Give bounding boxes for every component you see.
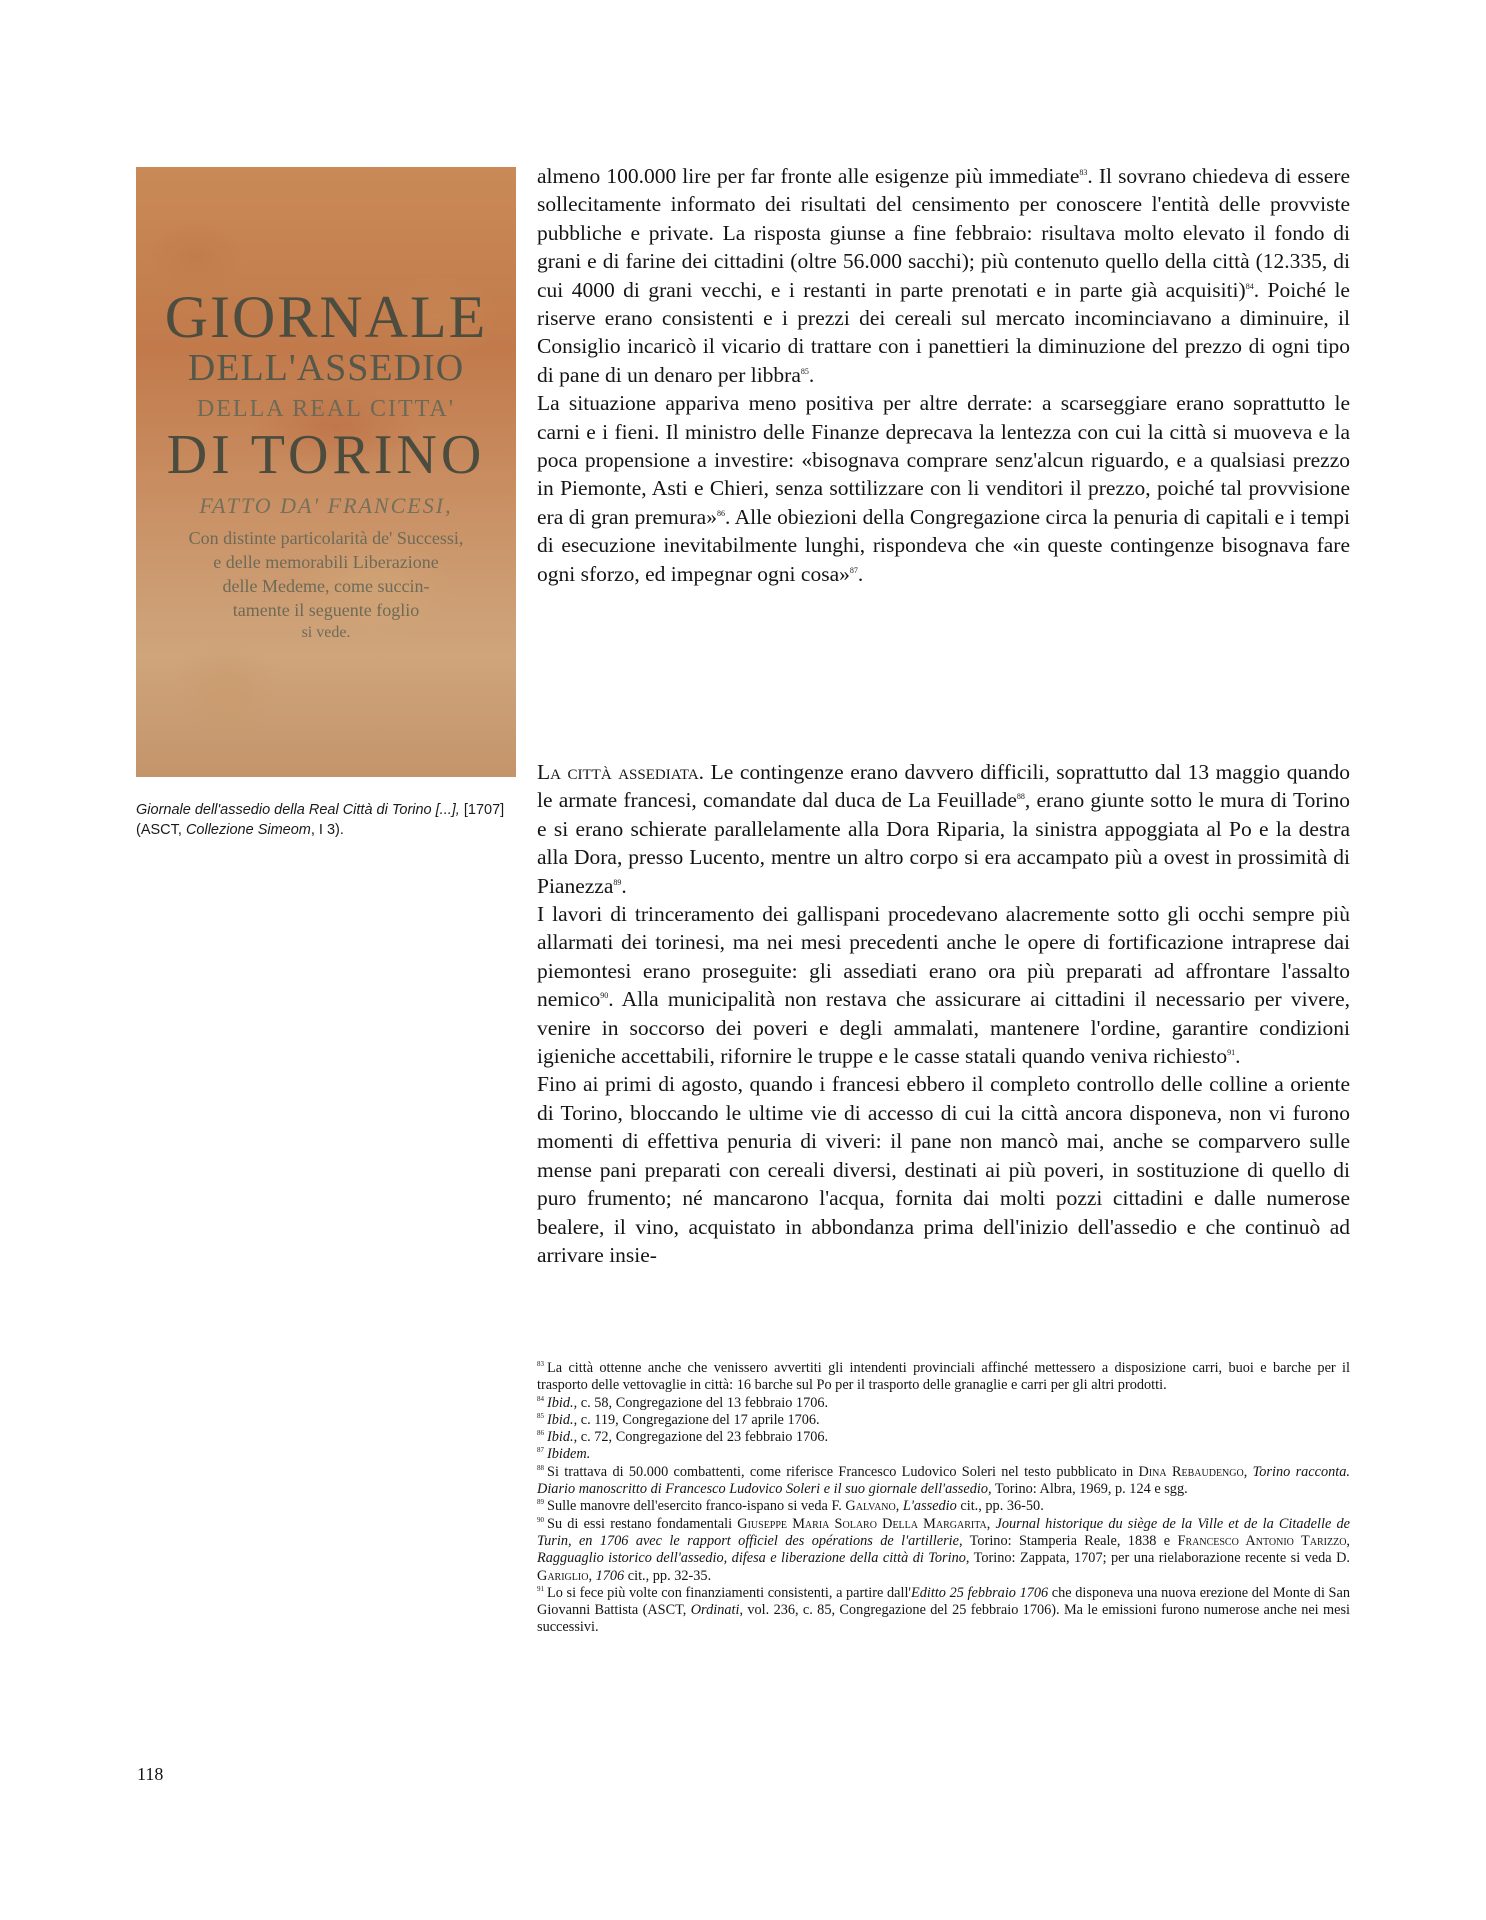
- figure-title-line: FATTO DA' FRANCESI,: [199, 493, 453, 518]
- figure-title-line: DELLA REAL CITTA': [196, 396, 456, 422]
- figure-title-line: si vede.: [301, 624, 351, 641]
- page-number: 118: [137, 1764, 164, 1784]
- caption-title: Giornale dell'assedio della Real Città di Torino [...],: [136, 802, 460, 818]
- text-run: I lavori di trinceramento dei gallispani procedevano alacremente sotto gli occhi sempre più allarmati dei torinesi, ma nei mesi precedenti anche le opere di fortificazione intraprese dai piemontesi erano proseguite: gli assediati erano ora più preparati ad affrontare l'assalto nemico: [537, 902, 1350, 1012]
- footnote-text: Su di essi restano fondamentali: [547, 1515, 738, 1532]
- footnote-text: ,: [895, 1498, 903, 1515]
- footnote-text: ,: [1243, 1463, 1253, 1480]
- footnote-ref: 90: [600, 991, 609, 1001]
- text-run: .: [808, 362, 815, 387]
- footnote-text: , vol. 236, c. 85, Congregazione del 25 febbraio 1706). Ma le emissioni furono numerose anche nei mesi successivi.: [537, 1602, 1350, 1636]
- footnote-author: Francesco Antonio Tarizzo: [1177, 1532, 1347, 1549]
- text-run: .: [1235, 1044, 1241, 1069]
- caption-date: [1707] (ASCT,: [136, 802, 505, 838]
- text-run: . Alla municipalità non restava che assicurare ai cittadini il necessario per vivere, venire in soccorso dei poveri e degli ammalati, mantenere l'ordine, garantire condizioni igieniche accettabili, rifornire le truppe e le casse statali quando veniva richiesto: [537, 987, 1350, 1069]
- footnote-author: Galvano: [845, 1498, 896, 1515]
- footnote-ref: 85: [800, 366, 809, 376]
- footnote-text: che disponeva una nuova erezione del Monte di San Giovanni Battista (ASCT,: [537, 1584, 1350, 1619]
- footnote-title: 1706: [595, 1567, 625, 1584]
- text-run: . Il sovrano chiedeva di essere sollecitamente informato dei risultati del censimento per conoscere l'entità delle provviste pubbliche e private. La risposta giunse a fine febbraio: risultava molto elevato il fondo di grani e di farine dei cittadini (oltre 56.000 sacchi); più contenuto quello della città (12.335, di cui 4000 di grani vecchi, e i restanti in parte prenotati e in parte già acquisiti): [537, 164, 1351, 302]
- paragraph: [537, 389, 1350, 588]
- text-run: almeno 100.000 lire per far fronte alle esigenze più immediate: [537, 164, 1080, 188]
- footnote-ref: 84: [1245, 281, 1254, 291]
- paragraph: [537, 758, 1350, 900]
- footnote-number: 86: [537, 1429, 544, 1438]
- figure-title-line: GIORNALE: [164, 284, 488, 350]
- footnote-title: L'assedio: [902, 1498, 957, 1515]
- footnote-ref: 88: [1016, 792, 1025, 802]
- footnote-number: 83: [537, 1360, 544, 1368]
- footnote-author: Gariglio: [537, 1567, 589, 1584]
- text-run: . Alle obiezioni della Congregazione circa la penuria di capitali e i tempi di esecuzione inevitabilmente lunghi, rispondeva che «in queste contingenze bisognava fare ogni sforzo, ed impegnar ogni cosa»: [537, 504, 1350, 586]
- footnote-text: , Torino: Zappata, 1707; per una rielaborazione recente si veda D.: [965, 1550, 1350, 1567]
- footnote-83: [537, 1360, 1350, 1395]
- footnote-text: , c. 58, Congregazione del 13 febbraio 1706.: [573, 1394, 829, 1411]
- footnote-86: [537, 1429, 1350, 1446]
- footnote-84: [537, 1395, 1350, 1412]
- footnote-ref: 91: [1227, 1048, 1236, 1058]
- text-run: .: [857, 561, 864, 586]
- footnote-ibid: Ibid.: [547, 1394, 574, 1411]
- body-text-top: [537, 162, 1350, 588]
- footnote-text: , c. 72, Congregazione del 23 febbraio 1706.: [573, 1429, 829, 1446]
- footnote-title: Ordinati: [690, 1602, 740, 1619]
- footnote-title: Ragguaglio istorico dell'assedio, difesa e liberazione della città di Torino: [537, 1550, 966, 1567]
- footnote-title: Editto 25 febbraio 1706: [911, 1584, 1049, 1601]
- footnote-text: Si trattava di 50.000 combattenti, come riferisce Francesco Ludovico Soleri nel testo pubblicato in: [547, 1463, 1139, 1480]
- figure-title-line: delle Medeme, come succin-: [222, 576, 430, 596]
- caption-ref: , I 3).: [310, 822, 344, 838]
- footnotes: [537, 1360, 1350, 1637]
- footnote-89: [537, 1498, 1350, 1515]
- footnote-91: [537, 1585, 1350, 1637]
- book-title-page-image: [136, 167, 516, 777]
- footnote-title: Torino racconta. Diario manoscritto di Francesco Ludovico Soleri e il suo giornale dell'assedio: [537, 1463, 1350, 1498]
- footnote-text: ,: [1346, 1532, 1350, 1549]
- paragraph: Fino ai primi di agosto, quando i francesi ebbero il completo controllo delle colline a oriente di Torino, bloccando le ultime vie di accesso di cui la città ancora disponeva, non vi furono momenti di effettiva penuria di viveri: il pane non mancò mai, anche se comparvero sulle mense pani preparati con cereali diversi, destinati ai più poveri, in sostituzione di quello di puro frumento; né mancarono l'acqua, fornita dai molti pozzi cittadini e dalle numerose bealere, il vino, acquistato in abbondanza prima dell'inizio dell'assedio e che continuò ad arrivare insie-: [537, 1072, 1350, 1267]
- text-run: , erano giunte sotto le mura di Torino e si erano schierate parallelamente alla Dora Riparia, la sinistra appoggiata al Po e la destra alla Dora, presso Lucento, mentre un altro corpo si era accampato più a ovest in prossimità di Pianezza: [537, 788, 1351, 898]
- figure-title-line: DI TORINO: [166, 424, 486, 486]
- footnote-title: Journal historique du siège de la Ville et de la Citadelle de Turin, en 1706 avec le rapport officiel des opérations de l'artillerie: [537, 1515, 1350, 1549]
- footnote-number: 91: [537, 1584, 544, 1593]
- footnote-author: Giuseppe Maria Solaro Della Margarita: [737, 1515, 987, 1532]
- figure-title-line: Con distinte particolarità de' Successi,: [188, 528, 464, 548]
- text-run: La situazione appariva meno positiva per altre derrate: a scarseggiare erano soprattutto le carni e i fieni. Il ministro delle Finanze deprecava la lentezza con cui la città si muoveva e la poca propensione a investire: «bisognava comprare senz'alcun riguardo, e a qualsiasi prezzo in Piemonte, Asti e Chieri, senza sottilizzare con li venditori il prezzo, poiché tal provvisione era di gran premura»: [537, 391, 1350, 529]
- footnote-88: [537, 1464, 1350, 1499]
- footnote-87: [537, 1446, 1350, 1463]
- footnote-text: La città ottenne anche che venissero avvertiti gli intendenti provinciali affinché mettessero a disposizione carri, buoi e barche per il trasporto delle vettovaglie in città: 16 barche sul Po per il trasporto delle granaglie e carri per gli altri prodotti.: [537, 1360, 1350, 1394]
- footnote-text: cit., pp. 36-50.: [956, 1498, 1044, 1515]
- footnote-ref: 87: [849, 565, 858, 575]
- footnote-ref: 83: [1079, 168, 1088, 177]
- figure-title-line: tamente il seguente foglio: [232, 600, 420, 620]
- figure-title-line: DELL'ASSEDIO: [187, 347, 465, 389]
- footnote-text: , Torino: Albra, 1969, p. 124 e sgg.: [988, 1481, 1188, 1498]
- text-run: Le contingenze erano davvero difficili, soprattutto dal 13 maggio quando le armate francesi, comandate dal duca de La Feuillade: [537, 760, 1350, 813]
- footnote-text: ,: [986, 1515, 996, 1532]
- footnote-author: Dina Rebaudengo: [1138, 1463, 1244, 1480]
- footnote-ibid: Ibid.: [547, 1411, 574, 1428]
- footnote-number: 84: [537, 1394, 544, 1403]
- footnote-90: [537, 1516, 1350, 1585]
- section-heading: La città assediata.: [537, 760, 705, 784]
- footnote-text: cit., pp. 32-35.: [624, 1567, 712, 1584]
- footnote-ref: 86: [716, 508, 725, 518]
- footnote-text: Sulle manovre dell'esercito franco-ispano si veda F.: [547, 1498, 846, 1515]
- footnote-ibid: Ibidem.: [547, 1446, 591, 1463]
- figure-caption: [136, 800, 516, 840]
- footnote-number: 87: [537, 1446, 544, 1455]
- caption-collection: Collezione Simeom: [185, 822, 311, 838]
- footnote-85: [537, 1412, 1350, 1429]
- paragraph: [537, 162, 1350, 389]
- footnote-text: Lo si fece più volte con finanziamenti consistenti, a partire dall': [547, 1584, 911, 1601]
- footnote-number: 88: [537, 1463, 544, 1472]
- paragraph: [537, 900, 1350, 1070]
- body-text-section: [537, 758, 1350, 1269]
- text-run: . Poiché le riserve erano consistenti e i prezzi dei cereali sul mercato incominciavano a diminuire, il Consiglio incaricò il vicario di trattare con i panettieri la diminuzione del prezzo di ogni tipo di pane di un denaro per libbra: [537, 277, 1350, 387]
- footnote-number: 85: [537, 1411, 544, 1420]
- footnote-number: 90: [537, 1515, 544, 1524]
- footnote-number: 89: [537, 1498, 544, 1507]
- footnote-ref: 89: [613, 877, 622, 887]
- text-run: .: [621, 873, 627, 898]
- footnote-text: , c. 119, Congregazione del 17 aprile 1706.: [573, 1411, 820, 1428]
- footnote-text: , Torino: Stamperia Reale, 1838 e: [958, 1532, 1178, 1549]
- footnote-ibid: Ibid.: [547, 1429, 574, 1446]
- footnote-text: ,: [588, 1567, 596, 1584]
- figure-title-line: e delle memorabili Liberazione: [213, 552, 439, 572]
